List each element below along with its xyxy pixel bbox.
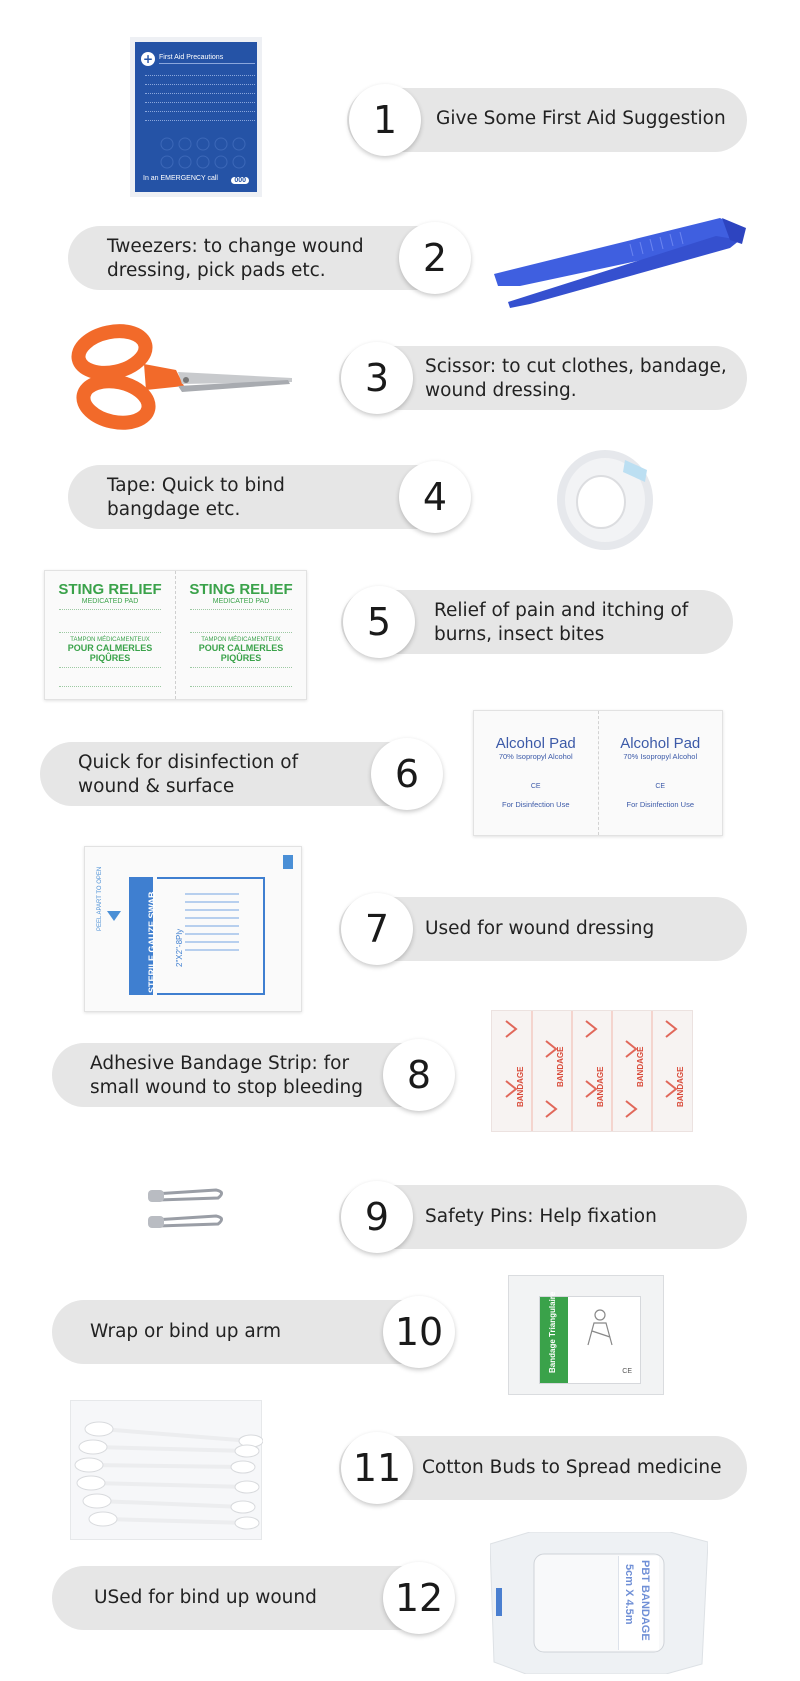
item-text-8-line-1: Adhesive Bandage Strip: for [90, 1053, 350, 1074]
alcohol-subtitle-right: 70% Isopropyl Alcohol [623, 752, 698, 761]
alcohol-pad-left [474, 711, 599, 835]
item-text-2 [107, 235, 364, 283]
adhesive-bandage-strips [491, 1010, 693, 1132]
item-text-8 [90, 1052, 363, 1100]
gauze-title: STERILE GAUZE SWAB [147, 891, 157, 993]
item-text-1: Give Some First Aid Suggestion [436, 108, 726, 129]
triangular-title: Bandage Triangulaire [548, 1291, 557, 1373]
triangular-bandage [508, 1275, 664, 1395]
arrow-icon [107, 911, 121, 921]
pbt-wrapper [490, 1532, 708, 1674]
pbt-size-text: 5cm X 4.5m [623, 1564, 635, 1625]
triangular-label [539, 1291, 641, 1384]
sting-fr-title-left: POUR CALMERLES PIQÛRES [67, 643, 153, 663]
sting-relief-pad-left [45, 571, 176, 699]
gauze-fine-print [185, 887, 239, 983]
item-text-3-line-1: Scissor: to cut clothes, bandage, [425, 356, 727, 377]
item-number-12: 12 [383, 1562, 455, 1634]
first-aid-card [130, 37, 262, 197]
cotton-buds-drawing [71, 1401, 263, 1541]
sting-subtitle-left: MEDICATED PAD [81, 598, 139, 605]
card-footer: In an EMERGENCY call [143, 175, 218, 182]
item-text-7: Used for wound dressing [425, 918, 655, 939]
alcohol-ce-left: CE [530, 783, 541, 790]
alcohol-pad-right [599, 711, 723, 835]
alcohol-footer-right: For Disinfection Use [626, 800, 695, 809]
item-text-2-line-2: dressing, pick pads etc. [107, 260, 326, 281]
alcohol-title-left: Alcohol Pad [495, 735, 576, 752]
sting-fr-title-right: POUR CALMERLES PIQÛRES [198, 643, 284, 663]
card-call-number: 000 [231, 177, 249, 184]
sting-relief-pad-right [176, 571, 306, 699]
item-number-1: 1 [349, 84, 421, 156]
gauze-peel-text: PEEL APART TO OPEN [97, 866, 103, 931]
bandage-word-3: BANDAGE [596, 1066, 605, 1107]
alcohol-subtitle-left: 70% Isopropyl Alcohol [498, 752, 573, 761]
item-number-11: 11 [341, 1432, 413, 1504]
item-text-5-line-1: Relief of pain and itching of [434, 600, 689, 621]
alcohol-title-right: Alcohol Pad [620, 735, 701, 752]
item-number-9: 9 [341, 1181, 413, 1253]
bandage-word-2: BANDAGE [556, 1046, 565, 1087]
item-text-2-line-1: Tweezers: to change wound [107, 236, 364, 257]
item-number-2: 2 [399, 222, 471, 294]
item-text-12: USed for bind up wound [94, 1587, 317, 1608]
gauze-corner-mark [283, 855, 293, 869]
bandage-word-5: BANDAGE [676, 1066, 685, 1107]
item-number-10: 10 [383, 1296, 455, 1368]
sterile-gauze-swab [84, 846, 302, 1012]
item-text-11: Cotton Buds to Spread medicine [422, 1457, 722, 1478]
item-text-5-line-2: burns, insect bites [434, 624, 605, 645]
item-text-6-line-2: wound & surface [78, 776, 235, 797]
item-number-7: 7 [341, 893, 413, 965]
tape-roll-image [555, 450, 655, 550]
sting-subtitle-right: MEDICATED PAD [212, 598, 270, 605]
card-title: First Aid Precautions [159, 54, 224, 61]
alcohol-ce-right: CE [655, 783, 666, 790]
item-text-3-line-2: wound dressing. [425, 380, 577, 401]
card-instructions [145, 70, 255, 124]
bandage-word-1: BANDAGE [516, 1066, 525, 1107]
item-text-4 [107, 474, 285, 522]
item-number-8: 8 [383, 1039, 455, 1111]
item-text-10: Wrap or bind up arm [90, 1321, 282, 1342]
card-pattern [157, 134, 247, 174]
item-text-4-line-2: bangdage etc. [107, 499, 241, 520]
item-text-6 [78, 751, 298, 799]
cotton-buds-image [70, 1400, 262, 1540]
alcohol-footer-left: For Disinfection Use [501, 800, 570, 809]
sting-fr-sub-right: TAMPON MÉDICAMENTEUX [201, 637, 281, 643]
arm-sling-icon [580, 1307, 620, 1347]
sting-fr-sub-left: TAMPON MÉDICAMENTEUX [70, 637, 150, 643]
item-text-8-line-2: small wound to stop bleeding [90, 1077, 363, 1098]
sting-title-left: STING RELIEF [58, 581, 162, 598]
sting-title-right: STING RELIEF [189, 581, 293, 598]
pbt-bandage-roll [490, 1532, 708, 1674]
item-number-4: 4 [399, 461, 471, 533]
item-number-3: 3 [341, 342, 413, 414]
pbt-label-text: PBT BANDAGE [639, 1560, 651, 1641]
tweezers-image [490, 210, 755, 310]
triangular-ce: CE [622, 1368, 632, 1375]
cross-icon: + [142, 52, 154, 66]
pbt-label [618, 1556, 659, 1650]
item-text-6-line-1: Quick for disinfection of [78, 752, 299, 773]
item-number-5: 5 [343, 586, 415, 658]
item-text-5 [434, 599, 688, 647]
item-text-4-line-1: Tape: Quick to bind [107, 475, 285, 496]
bandage-word-4: BANDAGE [636, 1046, 645, 1087]
item-number-6: 6 [371, 738, 443, 810]
sting-relief-pads [44, 570, 307, 700]
safety-pins-image [146, 1184, 232, 1236]
scissors-image [66, 320, 296, 435]
item-text-3 [425, 355, 727, 403]
alcohol-pads [473, 710, 723, 836]
item-text-9: Safety Pins: Help fixation [425, 1206, 657, 1227]
gauze-size: 2"X2"-8Ply [175, 928, 184, 967]
